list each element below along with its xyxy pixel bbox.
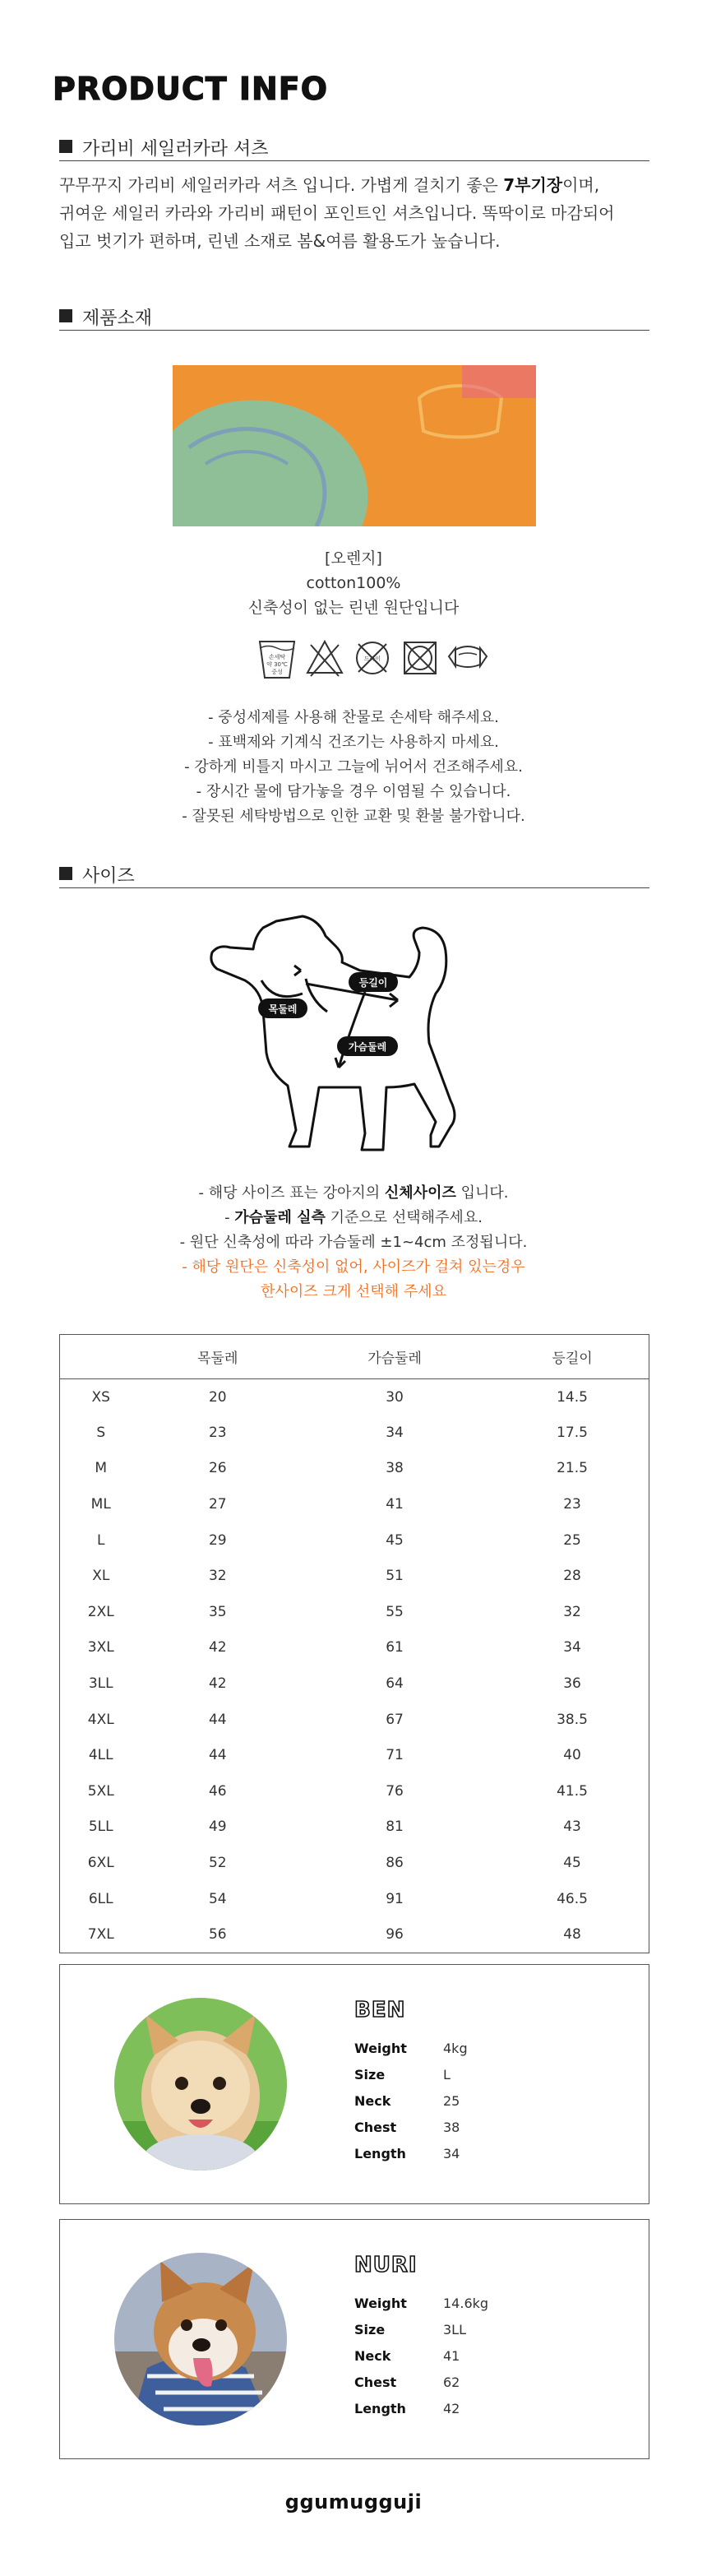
no-tumble-text: 드라이 xyxy=(363,656,381,662)
size-value-cell: 27 xyxy=(208,1496,227,1513)
material-heading: 제품소재 xyxy=(82,308,153,329)
size-value-cell: 34 xyxy=(563,1639,581,1656)
size-label-cell: 3LL xyxy=(88,1675,113,1693)
size-notes xyxy=(0,1181,707,1304)
square-bullet-icon xyxy=(59,867,72,880)
size-value-cell: 36 xyxy=(563,1675,581,1693)
table-row xyxy=(60,1881,649,1917)
size-note-3: - 원단 신축성에 따라 가슴둘레 ±1~4cm 조정됩니다. xyxy=(179,1234,528,1251)
size-value-cell: 67 xyxy=(386,1711,404,1728)
dog-measurement-diagram xyxy=(204,911,500,1183)
size-value-cell: 41 xyxy=(386,1496,404,1513)
size-value-cell: 40 xyxy=(563,1747,581,1764)
fabric-composition: cotton100% xyxy=(306,574,401,592)
size-value-cell: 51 xyxy=(386,1568,404,1585)
hand-wash-text-2: 약 30℃ xyxy=(266,661,288,668)
model-photo-nuri xyxy=(114,2253,287,2425)
size-value-cell: 25 xyxy=(563,1531,581,1549)
size-value-cell: 23 xyxy=(563,1496,581,1513)
hand-wash-text-3: 중성 xyxy=(271,669,283,675)
size-value-cell: 42 xyxy=(208,1639,227,1656)
table-row xyxy=(60,1594,649,1630)
model-name: BEN xyxy=(354,1998,406,2022)
diagram-label-neck: 목둘레 xyxy=(268,1003,298,1015)
section-header-size xyxy=(59,855,649,888)
size-label-cell: M xyxy=(95,1460,108,1477)
size-value-cell: 30 xyxy=(386,1388,404,1406)
hand-wash-text-1: 손세탁 xyxy=(268,654,286,660)
size-label-cell: 6XL xyxy=(87,1855,114,1872)
size-value-cell: 45 xyxy=(386,1531,404,1549)
size-value-cell: 46 xyxy=(208,1782,227,1800)
table-row xyxy=(60,1809,649,1846)
table-row xyxy=(60,1415,649,1451)
care-note: - 강하게 비틀지 마시고 그늘에 뉘어서 건조해주세요. xyxy=(184,758,523,776)
size-value-cell: 42 xyxy=(208,1675,227,1693)
size-value-cell: 91 xyxy=(386,1890,404,1907)
table-row xyxy=(60,1845,649,1881)
size-value-cell: 49 xyxy=(208,1818,227,1836)
size-value-cell: 45 xyxy=(563,1855,581,1872)
fabric-note: 신축성이 없는 린넨 원단입니다 xyxy=(247,599,460,617)
size-value-cell: 64 xyxy=(386,1675,404,1693)
size-label-cell: 6LL xyxy=(88,1890,113,1907)
table-row xyxy=(60,1916,649,1953)
product-name-heading: 가리비 세일러카라 셔츠 xyxy=(82,139,269,160)
care-note: - 표백제와 기계식 건조기는 사용하지 마세요. xyxy=(208,734,499,751)
size-label-cell: S xyxy=(96,1424,106,1441)
table-row xyxy=(60,1379,649,1415)
size-label-cell: 4LL xyxy=(88,1747,113,1764)
table-row xyxy=(60,1702,649,1738)
size-label-cell: 5XL xyxy=(87,1782,114,1800)
size-table-body xyxy=(60,1379,649,1953)
care-note: - 잘못된 세탁방법으로 인한 교환 및 환불 불가합니다. xyxy=(182,808,525,825)
brand-logo: ggumugguji xyxy=(284,2490,423,2513)
size-value-cell: 28 xyxy=(563,1568,581,1585)
model-photo-ben xyxy=(114,1998,287,2171)
table-row xyxy=(60,1486,649,1522)
size-value-cell: 32 xyxy=(563,1603,581,1620)
product-description xyxy=(59,171,659,255)
table-row xyxy=(60,1558,649,1594)
size-value-cell: 96 xyxy=(386,1925,404,1943)
size-note-1: - 해당 사이즈 표는 강아지의 신체사이즈 입니다. xyxy=(198,1184,509,1202)
size-label-cell: XL xyxy=(92,1568,110,1585)
size-value-cell: 41.5 xyxy=(557,1782,588,1800)
size-value-cell: 81 xyxy=(386,1818,404,1836)
page-title: PRODUCT INFO xyxy=(53,71,329,107)
size-value-cell: 86 xyxy=(386,1855,404,1872)
size-value-cell: 76 xyxy=(386,1782,404,1800)
table-row xyxy=(60,1522,649,1559)
size-label-cell: 7XL xyxy=(87,1925,114,1943)
hand-wash-icon xyxy=(256,633,298,681)
fabric-color: [오렌지] xyxy=(325,549,382,568)
no-tumble-dry-icon xyxy=(352,633,393,681)
size-label-cell: L xyxy=(97,1531,105,1549)
size-label-cell: 4XL xyxy=(87,1711,114,1728)
square-bullet-icon xyxy=(59,140,72,153)
diagram-label-back: 등길이 xyxy=(358,977,388,989)
size-value-cell: 20 xyxy=(208,1388,227,1406)
size-note-warning-2: 한사이즈 크게 선택해 주세요 xyxy=(261,1283,446,1300)
table-row xyxy=(60,1773,649,1809)
section-header-material xyxy=(59,298,649,331)
model-name: NURI xyxy=(354,2253,418,2277)
no-dry-clean-icon xyxy=(400,633,441,681)
description-line-3: 입고 벗기가 편하며, 린넨 소재로 봄&여름 활용도가 높습니다. xyxy=(59,231,501,251)
size-value-cell: 38.5 xyxy=(557,1711,588,1728)
care-note: - 장시간 물에 담가놓을 경우 이염될 수 있습니다. xyxy=(196,783,511,800)
size-value-cell: 44 xyxy=(208,1747,227,1764)
square-bullet-icon xyxy=(59,309,72,322)
size-value-cell: 54 xyxy=(208,1890,227,1907)
size-value-cell: 29 xyxy=(208,1531,227,1549)
size-table xyxy=(59,1334,649,1953)
model-card-ben: BEN Weight 4kg Size L Neck 25 Chest 38 Length 34 xyxy=(59,1964,649,2204)
care-notes xyxy=(0,706,707,829)
description-line-2: 귀여운 세일러 카라와 가리비 패턴이 포인트인 셔츠입니다. 똑딱이로 마감되어 xyxy=(59,203,615,223)
table-row xyxy=(60,1630,649,1666)
size-value-cell: 32 xyxy=(208,1568,227,1585)
size-value-cell: 52 xyxy=(208,1855,227,1872)
size-value-cell: 56 xyxy=(208,1925,227,1943)
size-value-cell: 23 xyxy=(208,1424,227,1441)
fabric-swatch-image xyxy=(173,365,536,526)
size-value-cell: 55 xyxy=(386,1603,404,1620)
size-value-cell: 14.5 xyxy=(557,1388,588,1406)
size-value-cell: 71 xyxy=(386,1747,404,1764)
size-note-2: - 가슴둘레 실측 기준으로 선택해주세요. xyxy=(224,1209,483,1226)
size-value-cell: 44 xyxy=(208,1711,227,1728)
size-note-warning-1: - 해당 원단은 신축성이 없어, 사이즈가 걸쳐 있는경우 xyxy=(182,1258,525,1276)
size-value-cell: 43 xyxy=(563,1818,581,1836)
size-header-back: 등길이 xyxy=(496,1335,649,1379)
table-row xyxy=(60,1451,649,1487)
size-label-cell: 3XL xyxy=(87,1639,114,1656)
size-heading: 사이즈 xyxy=(82,866,135,887)
size-value-cell: 17.5 xyxy=(557,1424,588,1441)
size-value-cell: 48 xyxy=(563,1925,581,1943)
section-header-product xyxy=(59,128,649,161)
size-label-cell: 5LL xyxy=(88,1818,113,1836)
size-header-chest: 가슴둘레 xyxy=(293,1335,496,1379)
size-header-neck: 목둘레 xyxy=(142,1335,294,1379)
model-card-nuri: NURI Weight 14.6kg Size 3LL Neck 41 Chest 62 Length 42 xyxy=(59,2219,649,2459)
size-value-cell: 21.5 xyxy=(557,1460,588,1477)
size-label-cell: ML xyxy=(90,1496,111,1513)
size-value-cell: 46.5 xyxy=(557,1890,588,1907)
size-value-cell: 38 xyxy=(386,1460,404,1477)
size-value-cell: 35 xyxy=(208,1603,227,1620)
size-header-cell xyxy=(60,1335,142,1379)
size-value-cell: 34 xyxy=(386,1424,404,1441)
care-note: - 중성세제를 사용해 찬물로 손세탁 해주세요. xyxy=(208,709,499,726)
size-table-header-row xyxy=(60,1335,649,1379)
no-bleach-icon xyxy=(304,633,345,681)
diagram-label-chest: 가슴둘레 xyxy=(348,1041,387,1053)
size-value-cell: 61 xyxy=(386,1639,404,1656)
table-row xyxy=(60,1666,649,1702)
table-row xyxy=(60,1737,649,1773)
size-value-cell: 26 xyxy=(208,1460,227,1477)
size-label-cell: XS xyxy=(91,1388,110,1406)
size-label-cell: 2XL xyxy=(87,1603,114,1620)
description-line-1: 꾸무꾸지 가리비 세일러카라 셔츠 입니다. 가볍게 걸치기 좋은 7부기장이며, xyxy=(59,175,600,195)
iron-icon xyxy=(447,633,488,681)
